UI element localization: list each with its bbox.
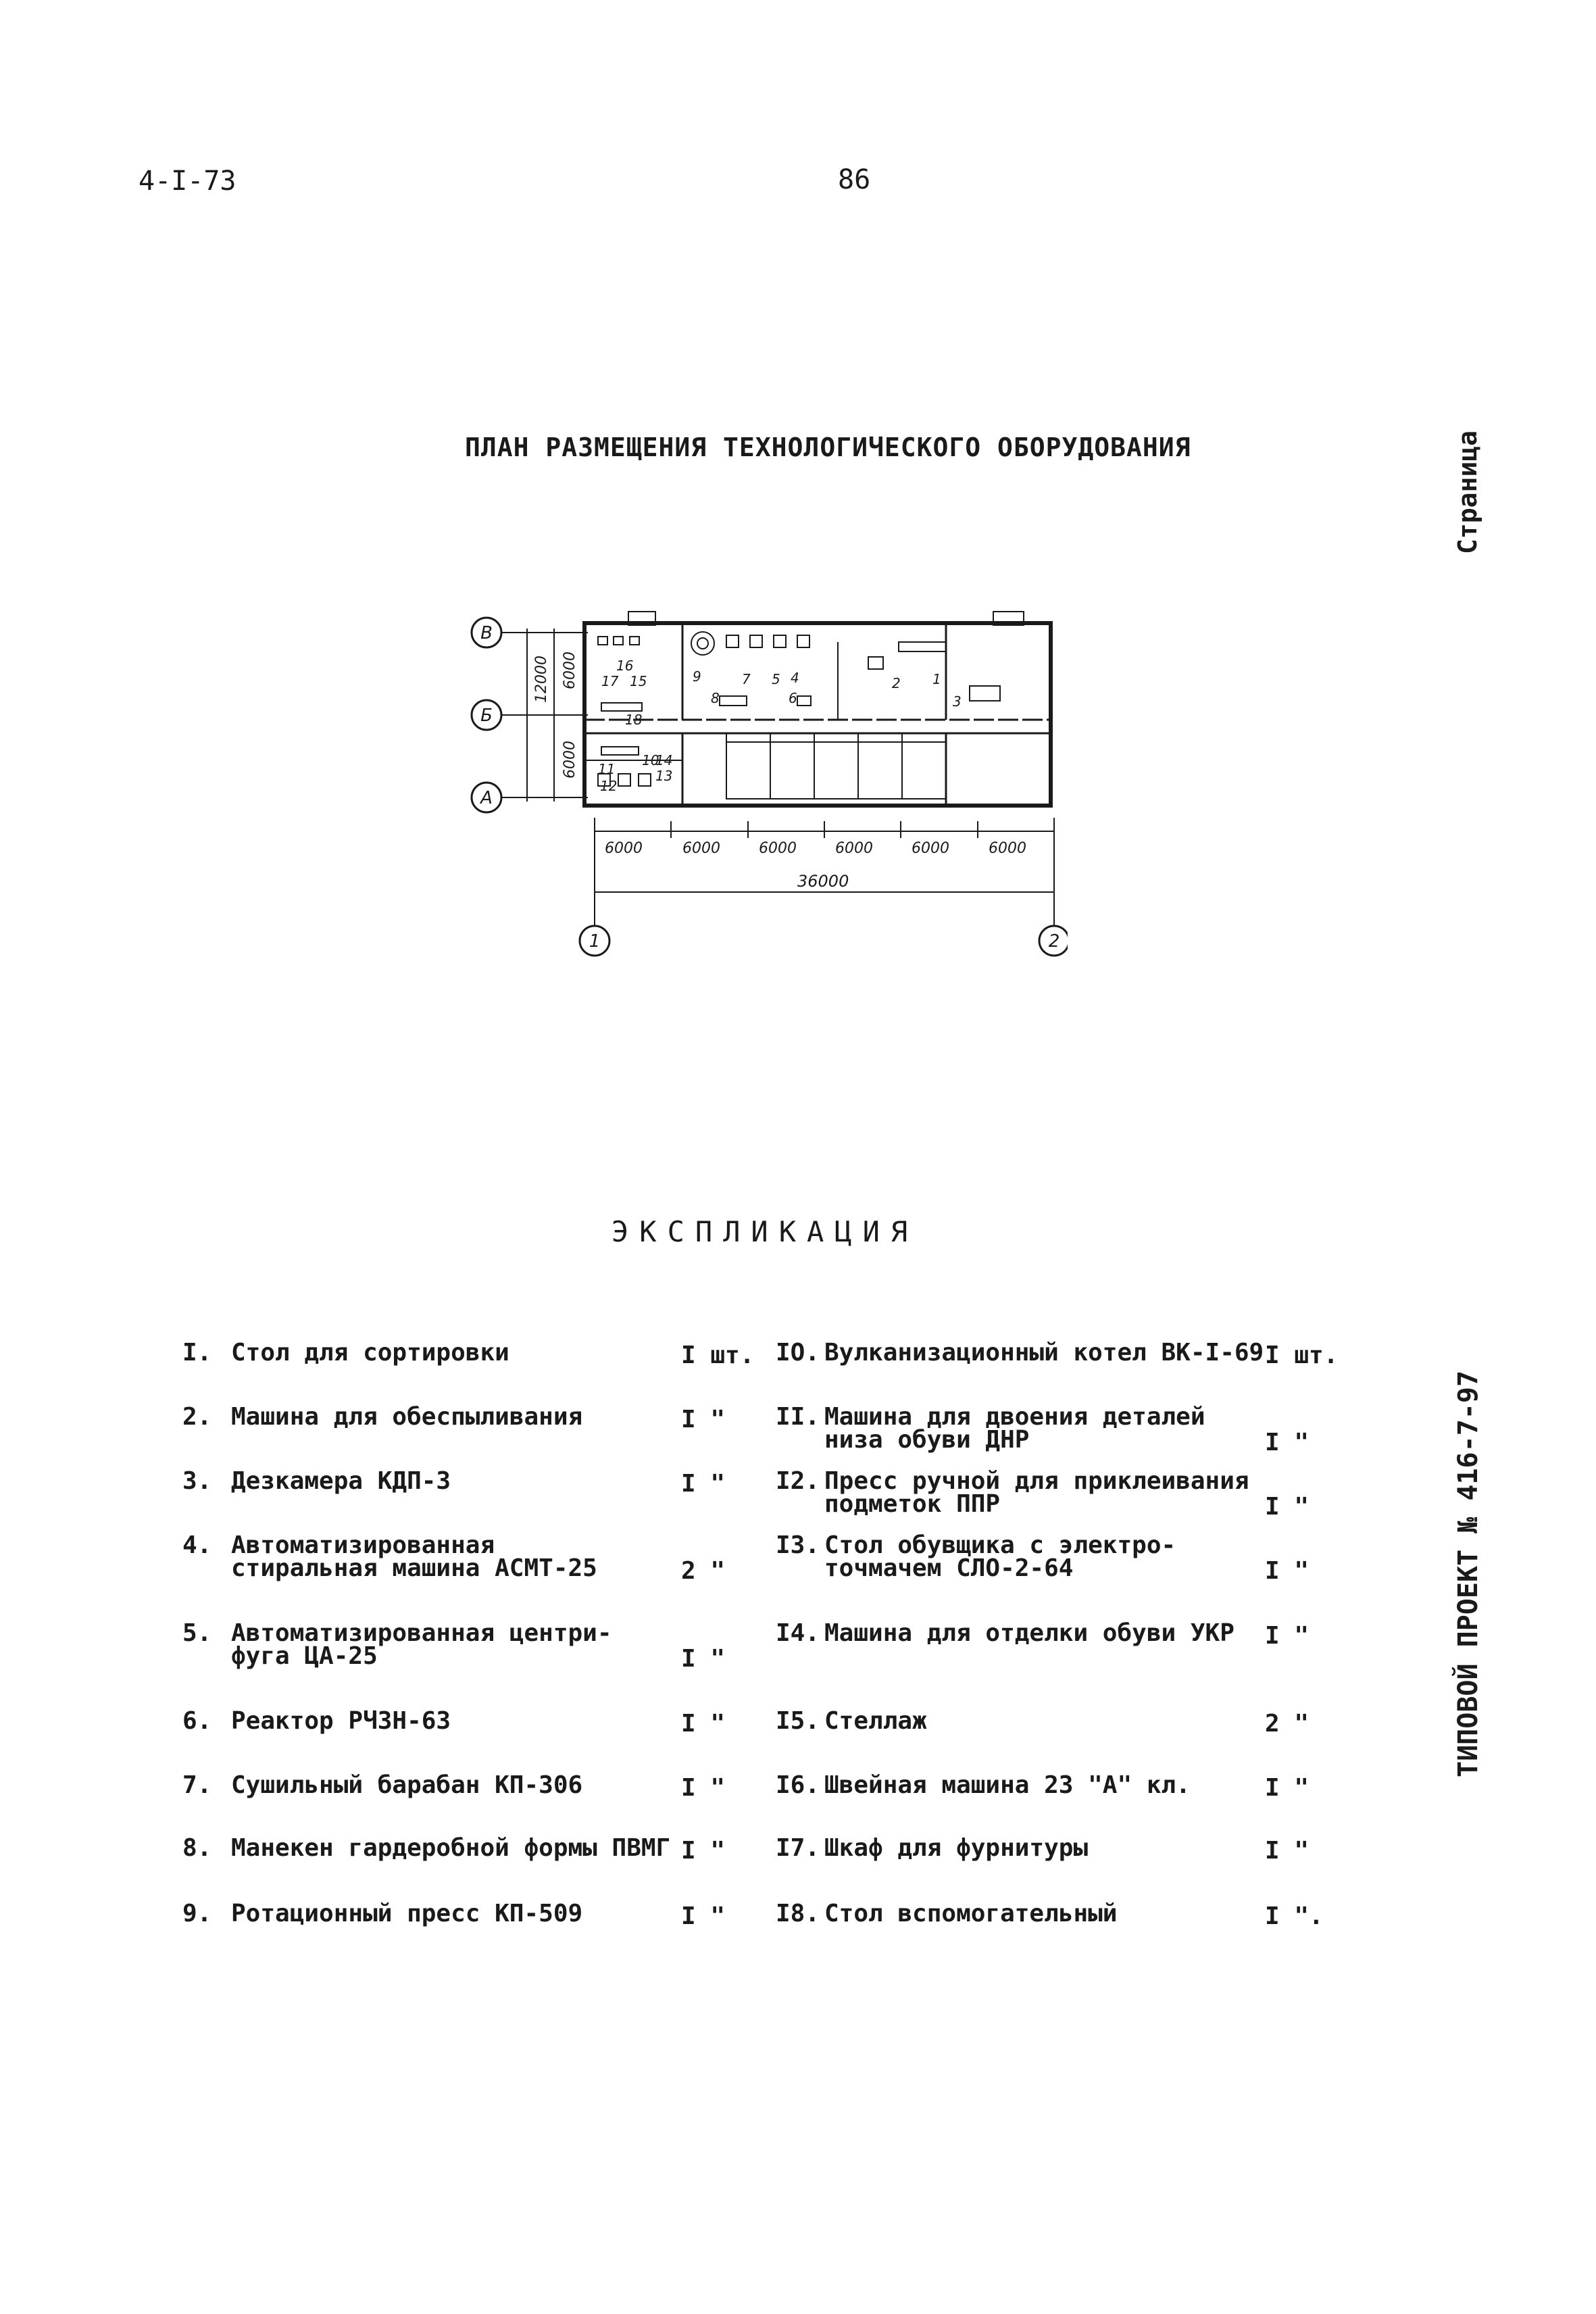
equipment-label: 2 xyxy=(892,675,901,691)
explication-item-number: 3. xyxy=(182,1467,212,1495)
axis-col-1 xyxy=(580,926,609,956)
explication-item-quantity: I " xyxy=(1265,1622,1310,1650)
dim-total-cols: 36000 xyxy=(797,872,849,891)
dim-col-2: 6000 xyxy=(682,840,720,857)
equipment-label: 11 xyxy=(598,761,616,777)
explication-title: ЭКСПЛИКАЦИЯ xyxy=(612,1215,919,1248)
dim-row-2: 6000 xyxy=(562,741,578,779)
equipment-label: 17 xyxy=(601,673,619,689)
dim-col-5: 6000 xyxy=(912,840,949,857)
explication-item-text: Машина для отделки обуви УКР xyxy=(824,1619,1235,1647)
floor-plan-drawing xyxy=(459,601,1068,980)
svg-text:В: В xyxy=(480,623,493,643)
explication-item-quantity: I " xyxy=(681,1645,726,1673)
explication-item-number: 4. xyxy=(182,1531,212,1559)
explication-item xyxy=(776,1834,1089,1862)
dim-row-1: 6000 xyxy=(562,651,578,689)
explication-item-text: Вулканизационный котел ВК-I-69 xyxy=(824,1339,1264,1367)
explication-item-text: Манекен гардеробной формы ПВМГ xyxy=(231,1834,671,1862)
explication-item-text: точмачем СЛО-2-64 xyxy=(824,1554,1074,1582)
explication-item-number: 5. xyxy=(182,1619,212,1647)
explication-item-text: стиральная машина АСМТ-25 xyxy=(231,1554,597,1582)
side-page-label: Страница xyxy=(1453,430,1482,554)
equipment-label: 9 xyxy=(693,668,701,685)
explication-item-quantity: I " xyxy=(1265,1429,1310,1456)
explication-item xyxy=(182,1531,597,1582)
explication-item xyxy=(776,1619,1235,1647)
explication-item-number: I5. xyxy=(776,1707,820,1735)
explication-item-text: Автоматизированная xyxy=(231,1531,495,1559)
explication-item-quantity: I шт. xyxy=(1265,1341,1339,1369)
equipment-label: 7 xyxy=(742,671,751,687)
explication-item xyxy=(776,1467,1249,1518)
explication-item-quantity: I " xyxy=(1265,1557,1310,1585)
explication-item-text: Машина для двоения деталей xyxy=(824,1403,1205,1431)
dim-total-rows: 12000 xyxy=(533,656,550,703)
explication-item-number: I8. xyxy=(776,1900,820,1927)
page-number: 86 xyxy=(838,164,871,195)
explication-item xyxy=(776,1707,927,1735)
explication-item xyxy=(182,1707,451,1735)
svg-text:Б: Б xyxy=(480,706,493,726)
explication-item xyxy=(182,1403,583,1431)
explication-item-quantity: I " xyxy=(681,1837,726,1865)
explication-item-quantity: I шт. xyxy=(681,1341,755,1369)
explication-item-number: I4. xyxy=(776,1619,820,1647)
building-outline xyxy=(584,623,1051,806)
explication-item-text: Ротационный пресс КП-509 xyxy=(231,1900,583,1927)
explication-item-quantity: I " xyxy=(1265,1493,1310,1521)
explication-item-quantity: I " xyxy=(681,1710,726,1738)
explication-item-quantity: I ". xyxy=(1265,1902,1324,1930)
explication-item xyxy=(182,1834,671,1862)
equipment-label: 3 xyxy=(953,693,962,710)
explication-item-number: I6. xyxy=(776,1771,820,1799)
explication-item-number: 6. xyxy=(182,1707,212,1735)
explication-item-number: 9. xyxy=(182,1900,212,1927)
explication-item xyxy=(182,1619,612,1670)
explication-item-number: 8. xyxy=(182,1834,212,1862)
side-project-number: ТИПОВОЙ ПРОЕКТ № 416-7-97 xyxy=(1453,1370,1484,1777)
explication-item-quantity: I " xyxy=(681,1774,726,1802)
explication-item-number: I2. xyxy=(776,1467,820,1495)
explication-item-number: II. xyxy=(776,1403,820,1431)
explication-item-text: Стеллаж xyxy=(824,1707,927,1735)
explication-item-text: фуга ЦА-25 xyxy=(231,1642,378,1670)
explication-item-quantity: 2 " xyxy=(1265,1710,1310,1738)
explication-item-number: I3. xyxy=(776,1531,820,1559)
explication-item-text: Реактор РЧЗН-63 xyxy=(231,1707,451,1735)
equipment-label: 5 xyxy=(772,671,780,687)
axis-row-b xyxy=(472,700,501,730)
svg-text:2: 2 xyxy=(1048,931,1060,952)
explication-item-text: Стол для сортировки xyxy=(231,1339,509,1367)
axis-col-2 xyxy=(1039,926,1068,956)
explication-item-quantity: I " xyxy=(681,1406,726,1433)
equipment-label: 15 xyxy=(630,673,647,689)
plan-title: ПЛАН РАЗМЕЩЕНИЯ ТЕХНОЛОГИЧЕСКОГО ОБОРУДОВАНИЯ xyxy=(465,433,1191,462)
dim-col-4: 6000 xyxy=(835,840,873,857)
explication-item-number: I. xyxy=(182,1339,212,1367)
equipment-label: 8 xyxy=(711,690,720,706)
explication-item xyxy=(182,1467,451,1495)
explication-item xyxy=(776,1531,1176,1582)
equipment-label: 4 xyxy=(791,670,799,686)
explication-item xyxy=(182,1339,509,1367)
explication-item xyxy=(776,1771,1191,1799)
explication-item-text: Шкаф для фурнитуры xyxy=(824,1834,1089,1862)
equipment-label: 14 xyxy=(655,752,673,768)
explication-item-quantity: I " xyxy=(1265,1774,1310,1802)
explication-item-text: Швейная машина 23 "А" кл. xyxy=(824,1771,1191,1799)
explication-item-number: IO. xyxy=(776,1339,820,1367)
explication-item xyxy=(776,1403,1205,1454)
equipment-label: 6 xyxy=(789,690,797,706)
equipment-label: 12 xyxy=(600,778,618,794)
explication-item-quantity: I " xyxy=(1265,1837,1310,1865)
explication-item xyxy=(182,1902,582,1925)
explication-item-text: Автоматизированная центри- xyxy=(231,1619,612,1647)
explication-item-text: Стол вспомогательный xyxy=(824,1900,1118,1927)
dim-col-3: 6000 xyxy=(759,840,797,857)
svg-text:1: 1 xyxy=(589,931,601,952)
svg-text:А: А xyxy=(480,788,493,808)
equipment-labels xyxy=(598,658,962,794)
explication-item-quantity: 2 " xyxy=(681,1557,726,1585)
explication-item-quantity: I " xyxy=(681,1470,726,1498)
equipment-label: 10 xyxy=(642,752,659,768)
explication-item xyxy=(776,1902,1117,1925)
explication-item-text: Стол обувщика с электро- xyxy=(824,1531,1176,1559)
equipment-label: 18 xyxy=(625,712,643,728)
explication-item-text: Машина для обеспыливания xyxy=(231,1403,583,1431)
explication-item-quantity: I " xyxy=(681,1902,726,1930)
explication-item-text: Пресс ручной для приклеивания xyxy=(824,1467,1249,1495)
explication-item-number: I7. xyxy=(776,1834,820,1862)
equipment-label: 16 xyxy=(616,658,634,674)
explication-item-text: подметок ППР xyxy=(824,1490,1001,1518)
equipment-label: 1 xyxy=(932,671,941,687)
dim-col-1: 6000 xyxy=(605,840,643,857)
explication-item-number: 7. xyxy=(182,1771,212,1799)
explication-item xyxy=(776,1339,1264,1367)
explication-item xyxy=(182,1771,583,1799)
axis-row-v xyxy=(472,618,501,647)
equipment-label: 13 xyxy=(655,768,673,784)
axis-row-a xyxy=(472,783,501,812)
explication-item-number: 2. xyxy=(182,1403,212,1431)
dim-col-6: 6000 xyxy=(989,840,1026,857)
document-code: 4-I-73 xyxy=(139,166,236,197)
explication-item-text: Сушильный барабан КП-306 xyxy=(231,1771,583,1799)
explication-item-text: Дезкамера КДП-3 xyxy=(231,1467,451,1495)
explication-item-text: низа обуви ДНР xyxy=(824,1426,1030,1454)
